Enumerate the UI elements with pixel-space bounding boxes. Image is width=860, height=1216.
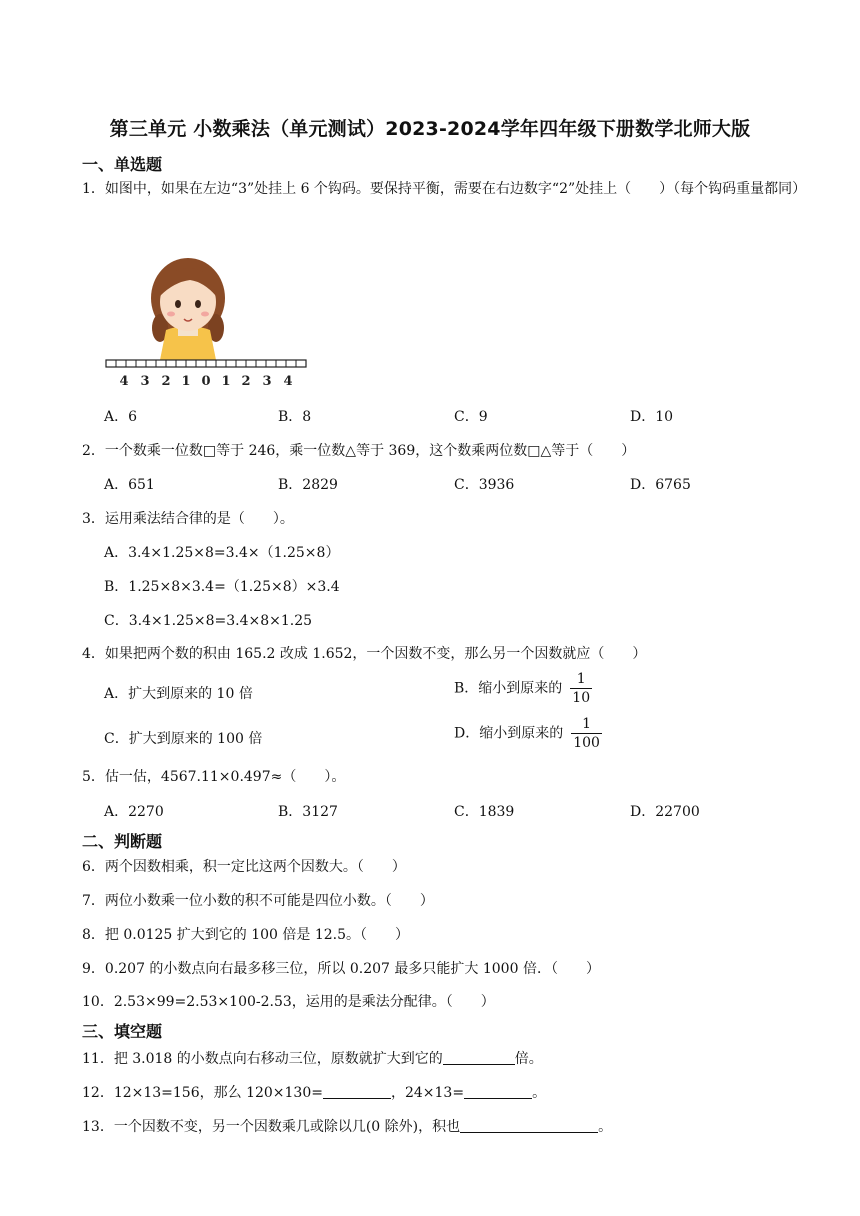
fraction-one-tenth: $\frac{1}{10}$ [572,671,591,706]
q2-option-d[interactable]: D．6765 [630,477,691,493]
q5-option-b[interactable]: B．3127 [278,804,338,820]
q1-option-b[interactable]: B．8 [278,409,312,425]
q13-text: 13．一个因数不变，另一个因数乘几或除以几(0 除外)，积也 [82,1119,461,1135]
page-title: 第三单元 小数乘法（单元测试）2023-2024学年四年级下册数学北师大版 [109,118,751,140]
question-6: 6．两个因数相乘，积一定比这两个因数大。（ ） [82,859,406,875]
q13-suffix: 。 [598,1119,613,1135]
question-9: 9．0.207 的小数点向右最多移三位，所以 0.207 最多只能扩大 1000 倍．（ ） [82,961,600,977]
fraction-one-hundredth: $\frac{1}{100}$ [573,716,600,751]
balance-figure [100,248,315,396]
scale-number: 4 [119,374,129,389]
question-12 [82,1082,546,1102]
question-11 [82,1048,543,1068]
question-8: 8．把 0.0125 扩大到它的 100 倍是 12.5。（ ） [82,927,410,943]
question-4: 4．如果把两个数的积由 165.2 改成 1.652，一个因数不变，那么另一个因数就应（ ） [82,646,647,662]
q4-option-a[interactable]: A．扩大到原来的 10 倍 [104,686,253,702]
girl-with-balance-illustration [100,248,315,396]
q5-option-a[interactable]: A．2270 [104,804,164,820]
q3-option-a[interactable]: A．3.4×1.25×8=3.4×（1.25×8） [104,545,340,561]
q12-answer-blank-2[interactable] [464,1084,532,1099]
scale-number: 3 [140,374,150,389]
q4-option-c[interactable]: C．扩大到原来的 100 倍 [104,731,263,747]
scale-number: 2 [241,374,251,389]
question-3: 3．运用乘法结合律的是（ ）。 [82,511,294,527]
q11-text: 11．把 3.018 的小数点向右移动三位，原数就扩大到它的 [82,1051,443,1067]
scale-number: 1 [221,374,231,389]
section-heading-fill-blank: 三、填空题 [82,1022,163,1041]
question-7: 7．两位小数乘一位小数的积不可能是四位小数。（ ） [82,893,434,909]
q1-option-c[interactable]: C．9 [454,409,488,425]
q12-suffix: 。 [532,1085,547,1101]
q4-option-b-label: B．缩小到原来的 [454,680,563,697]
section-heading-true-false: 二、判断题 [82,832,163,851]
question-2: 2．一个数乘一位数□等于 246，乘一位数△等于 369，这个数乘两位数□△等于（ ） [82,443,636,459]
q2-option-b[interactable]: B．2829 [278,477,338,493]
q12-answer-blank-1[interactable] [323,1084,391,1099]
q2-option-c[interactable]: C．3936 [454,477,515,493]
scale-number: 0 [201,374,211,389]
q5-option-c[interactable]: C．1839 [454,804,515,820]
q12-mid-text: ，24×13= [390,1085,465,1101]
question-13 [82,1116,612,1136]
question-5: 5．估一估，4567.11×0.497≈（ ）。 [82,769,346,785]
scale-number: 2 [161,374,171,389]
question-10: 10．2.53×99=2.53×100-2.53，运用的是乘法分配律。（ ） [82,994,495,1010]
section-heading-single-choice: 一、单选题 [82,155,163,174]
q5-option-d[interactable]: D．22700 [630,804,700,820]
q12-text: 12．12×13=156，那么 120×130= [82,1085,323,1101]
scale-number: 3 [262,374,272,389]
q1-option-d[interactable]: D．10 [630,409,674,425]
q13-answer-blank[interactable] [460,1118,598,1133]
q4-option-d[interactable] [454,715,602,752]
q11-suffix: 倍。 [514,1051,543,1067]
q11-answer-blank[interactable] [443,1050,515,1065]
q4-option-d-label: D．缩小到原来的 [454,725,564,742]
scale-number: 1 [181,374,191,389]
scale-number: 4 [283,374,293,389]
q3-option-c[interactable]: C．3.4×1.25×8=3.4×8×1.25 [104,613,313,629]
q1-option-a[interactable]: A．6 [104,409,138,425]
q4-option-b[interactable] [454,670,592,707]
q3-option-b[interactable]: B．1.25×8×3.4=（1.25×8）×3.4 [104,579,340,595]
q2-option-a[interactable]: A．651 [104,477,155,493]
question-1: 1．如图中，如果在左边“3”处挂上 6 个钩码。要保持平衡，需要在右边数字“2”处挂上（ ）（每个钩码重量都同） [82,181,807,197]
